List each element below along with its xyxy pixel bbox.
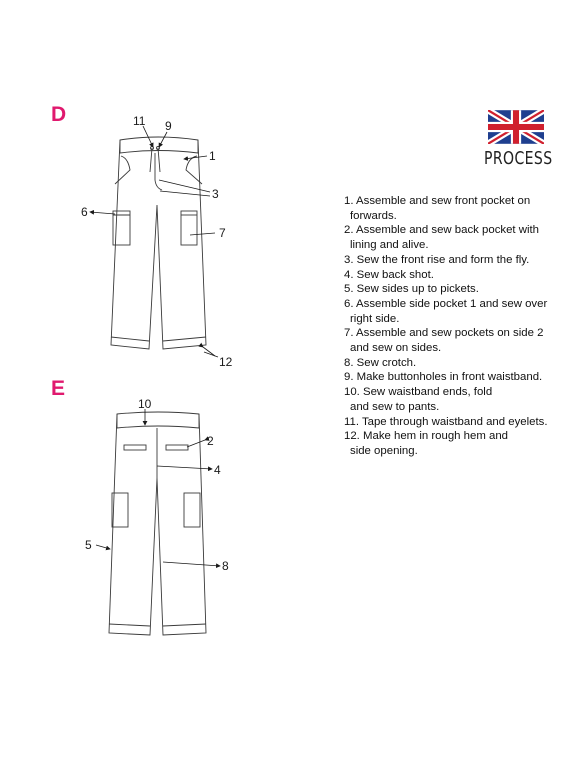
callout-12: 12: [219, 355, 233, 369]
callout-4: 4: [214, 463, 221, 477]
step-item: 3. Sew the front rise and form the fly.: [344, 253, 530, 266]
front-waistband: [120, 137, 198, 153]
step-item: 10. Sew waistband ends, fold and sew to pants.: [344, 386, 493, 413]
process-steps-list: [344, 194, 566, 459]
figure-letter-d: D: [51, 103, 67, 126]
step-item: 12. Make hem in rough hem and side opening.: [344, 430, 508, 457]
callout-10: 10: [138, 397, 152, 411]
drawstring-left: [150, 148, 152, 172]
leader-5: [96, 545, 110, 549]
leader-3b: [160, 191, 210, 196]
front-hem-left: [111, 337, 149, 341]
callout-7: 7: [219, 226, 226, 240]
back-cargo-pocket-right: [184, 493, 200, 527]
callout-1: 1: [209, 149, 216, 163]
leader-2: [187, 440, 205, 447]
callout-2: 2: [207, 434, 214, 448]
leader-6: [90, 212, 115, 214]
leader-7: [190, 233, 215, 235]
callout-8: 8: [222, 559, 229, 573]
front-hem-right: [163, 337, 206, 341]
back-pocket-right: [166, 445, 188, 450]
drawstring-right: [158, 148, 160, 172]
back-hem-left: [109, 624, 150, 626]
step-item: 5. Sew sides up to pickets.: [344, 283, 479, 296]
step-item: 1. Assemble and sew front pocket on forwards.: [344, 195, 531, 222]
step-item: 11. Tape through waistband and eyelets.: [344, 415, 548, 428]
step-item: 8. Sew crotch.: [344, 356, 417, 369]
front-pocket-left: [115, 156, 130, 184]
back-hem-right: [163, 624, 206, 626]
front-view-pants: [111, 137, 206, 349]
step-item: 4. Sew back shot.: [344, 268, 434, 281]
step-item: 9. Make buttonholes in front waistband.: [344, 371, 543, 384]
back-cargo-pocket-left: [112, 493, 128, 527]
leader-11: [143, 126, 153, 147]
back-pocket-left: [124, 445, 146, 450]
figure-letter-e: E: [51, 377, 66, 400]
front-outline: [111, 140, 206, 349]
step-item: 2. Assemble and sew back pocket with lining and alive.: [344, 224, 540, 252]
leader-8: [163, 562, 220, 566]
back-waistband: [117, 412, 199, 428]
callout-9: 9: [165, 119, 172, 133]
leader-4: [157, 466, 212, 469]
leader-3a: [159, 180, 210, 192]
process-label: PROCESS: [484, 148, 553, 169]
step-item: 7. Assemble and sew pockets on side 2 and sew on sides.: [344, 327, 544, 355]
callout-11: 11: [133, 114, 146, 128]
leader-12b: [203, 347, 215, 356]
callout-5: 5: [85, 538, 92, 552]
callout-6: 6: [81, 205, 88, 219]
union-jack-flag-icon: [488, 110, 544, 144]
step-item: 6. Assemble side pocket 1 and sew over right side.: [344, 297, 548, 325]
leader-9: [159, 132, 167, 147]
callout-3: 3: [212, 187, 219, 201]
side-cargo-pocket-right: [181, 211, 197, 245]
